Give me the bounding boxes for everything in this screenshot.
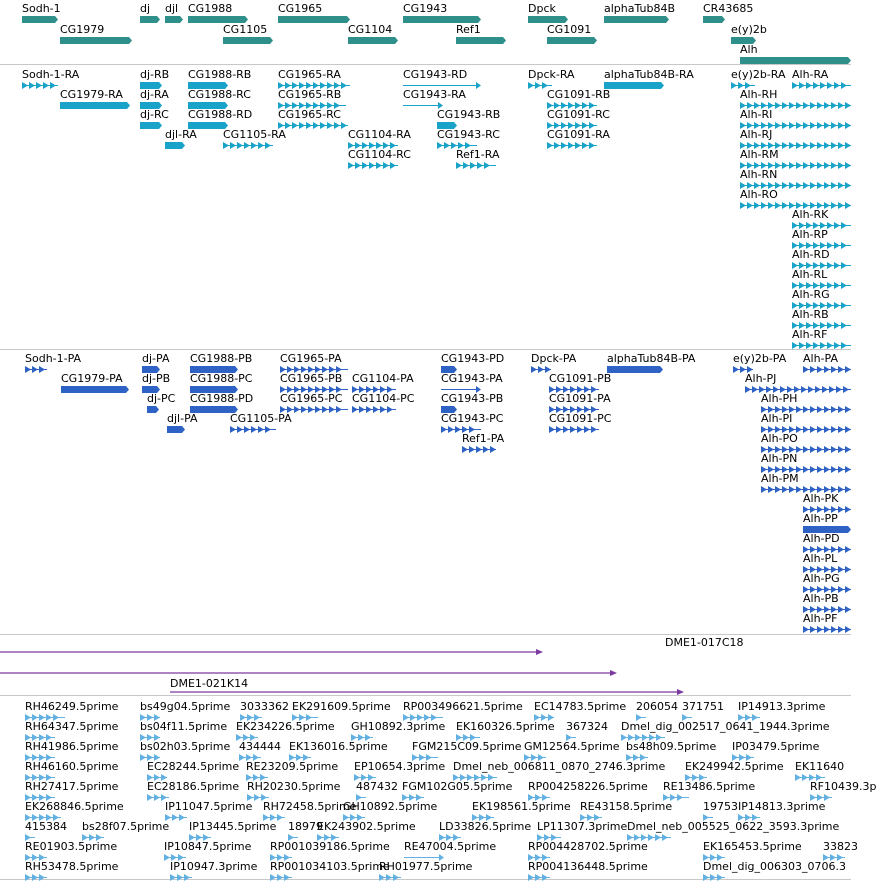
- feature-glyph[interactable]: [348, 162, 398, 170]
- feature-label: dj-PB: [142, 372, 171, 385]
- feature-label: Alh-PH: [761, 392, 798, 405]
- feature-label: EK243902.5prime: [317, 820, 416, 833]
- feature-label: CG1104-RC: [348, 148, 411, 161]
- feature-label: CG1965-RA: [278, 68, 341, 81]
- feature-label: Alh-RM: [740, 148, 779, 161]
- feature-label: RP004136448.5prime: [528, 860, 648, 873]
- feature-label: Alh-RD: [792, 248, 830, 261]
- feature-label: 18979: [288, 820, 323, 833]
- feature-label: CG1104-PC: [352, 392, 415, 405]
- feature-label: 367324: [566, 720, 608, 733]
- feature-label: GM12564.5prime: [524, 740, 620, 753]
- feature-label: djl-RA: [165, 128, 197, 141]
- feature-label: FGM102G05.5prime: [402, 780, 513, 793]
- feature-label: RH46249.5prime: [25, 700, 119, 713]
- feature-label: EK165453.5prime: [703, 840, 802, 853]
- feature-label: CG1979-PA: [61, 372, 123, 385]
- feature-label: Alh-PN: [761, 452, 798, 465]
- feature-glyph[interactable]: [22, 82, 58, 90]
- feature-label: CG1943-PC: [441, 412, 504, 425]
- feature-label: EK11640: [795, 760, 845, 773]
- feature-label: Sodh-1: [22, 2, 61, 15]
- feature-label: RP003496621.5prime: [403, 700, 523, 713]
- feature-label: LP11307.3prime: [537, 820, 628, 833]
- feature-glyph[interactable]: [703, 874, 725, 882]
- feature-label: FGM215C09.5prime: [412, 740, 522, 753]
- feature-label: RH01977.5prime: [379, 860, 473, 873]
- feature-label: Alh-RL: [792, 268, 828, 281]
- feature-label: EK291609.5prime: [292, 700, 391, 713]
- feature-label: Alh-PP: [803, 512, 838, 525]
- feature-label: djl-PA: [167, 412, 198, 425]
- feature-label: RH41986.5prime: [25, 740, 119, 753]
- feature-label: EC14783.5prime: [534, 700, 627, 713]
- feature-label: IP13445.5prime: [189, 820, 277, 833]
- feature-label: CG1091-PC: [549, 412, 612, 425]
- feature-label: EK198561.5prime: [472, 800, 571, 813]
- feature-glyph[interactable]: [803, 366, 851, 374]
- feature-label: CG1105-PA: [230, 412, 292, 425]
- feature-label: Alh-PJ: [745, 372, 777, 385]
- feature-label: Alh-PB: [803, 592, 839, 605]
- feature-label: CG1104-RA: [348, 128, 411, 141]
- feature-label: RP004258226.5prime: [528, 780, 648, 793]
- feature-label: RE23209.5prime: [246, 760, 339, 773]
- feature-label: RH20230.5prime: [247, 780, 341, 793]
- feature-label: CG1943-PA: [441, 372, 503, 385]
- feature-label: bs48h09.5prime: [626, 740, 717, 753]
- clone-label-dme1-021k14[interactable]: DME1-021K14: [170, 677, 249, 690]
- feature-glyph[interactable]: [223, 142, 273, 150]
- feature-label: IP11047.5prime: [165, 800, 253, 813]
- feature-label: IP14813.3prime: [738, 800, 826, 813]
- feature-glyph[interactable]: [278, 122, 348, 130]
- feature-label: IP14913.3prime: [738, 700, 826, 713]
- feature-label: RE13486.5prime: [663, 780, 756, 793]
- feature-label: EK268846.5prime: [25, 800, 124, 813]
- feature-label: CG1943-RD: [403, 68, 468, 81]
- feature-label: CG1105: [223, 23, 268, 36]
- feature-glyph[interactable]: [456, 162, 496, 170]
- feature-label: Alh-RJ: [740, 128, 773, 141]
- feature-label: CG1091-PA: [549, 392, 611, 405]
- feature-label: dj-PC: [147, 392, 176, 405]
- feature-label: RH27417.5prime: [25, 780, 119, 793]
- feature-label: Ref1: [456, 23, 481, 36]
- feature-label: dj-RA: [140, 88, 169, 101]
- feature-label: CG1979-RA: [60, 88, 123, 101]
- feature-label: 33823: [823, 840, 858, 853]
- feature-label: alphaTub84B-PA: [607, 352, 696, 365]
- feature-glyph[interactable]: [549, 426, 599, 434]
- feature-label: Alh-PK: [803, 492, 839, 505]
- feature-label: Dmel_neb_006811_0870_2746.3prime: [453, 760, 666, 773]
- feature-label: 371751: [682, 700, 724, 713]
- feature-glyph[interactable]: [278, 16, 350, 24]
- feature-label: alphaTub84B: [604, 2, 676, 15]
- feature-glyph[interactable]: [22, 16, 58, 24]
- feature-label: CG1943-PD: [441, 352, 505, 365]
- feature-label: bs04f11.5prime: [140, 720, 228, 733]
- feature-label: CG1091-RA: [547, 128, 610, 141]
- feature-label: EC28186.5prime: [147, 780, 240, 793]
- clone-glyph[interactable]: [0, 669, 618, 677]
- feature-glyph[interactable]: [25, 874, 47, 882]
- feature-label: Alh-PO: [761, 432, 798, 445]
- feature-glyph[interactable]: [165, 142, 185, 150]
- feature-label: EK249942.5prime: [685, 760, 784, 773]
- feature-label: 434444: [239, 740, 281, 753]
- feature-label: CG1943-RB: [437, 108, 501, 121]
- feature-glyph[interactable]: [140, 122, 162, 130]
- feature-label: Alh-PM: [761, 472, 799, 485]
- feature-label: CG1091-RC: [547, 108, 610, 121]
- feature-label: CG1965-RB: [278, 88, 342, 101]
- feature-label: RP001039186.5prime: [270, 840, 390, 853]
- feature-label: RP001034103.5prime: [270, 860, 390, 873]
- feature-glyph[interactable]: [25, 366, 47, 374]
- feature-label: CG1965-PB: [280, 372, 343, 385]
- feature-glyph[interactable]: [147, 406, 159, 414]
- feature-label: CG1104-PA: [352, 372, 414, 385]
- feature-glyph[interactable]: [140, 16, 160, 24]
- feature-label: EP10654.3prime: [354, 760, 446, 773]
- feature-label: CG1091-PB: [549, 372, 612, 385]
- feature-label: Dpck-PA: [531, 352, 577, 365]
- feature-label: Dpck: [528, 2, 556, 15]
- feature-label: dj-PA: [142, 352, 170, 365]
- feature-glyph[interactable]: [607, 366, 663, 374]
- feature-label: dj-RB: [140, 68, 170, 81]
- track-separator: [0, 349, 851, 350]
- feature-glyph[interactable]: [547, 142, 597, 150]
- feature-glyph[interactable]: [456, 37, 506, 45]
- feature-label: CG1988-PD: [190, 392, 254, 405]
- feature-label: IP03479.5prime: [732, 740, 820, 753]
- feature-label: Sodh-1-PA: [25, 352, 82, 365]
- feature-glyph[interactable]: [61, 386, 129, 394]
- feature-glyph[interactable]: [170, 874, 192, 882]
- feature-label: Alh-RN: [740, 168, 778, 181]
- feature-label: Alh: [740, 43, 758, 56]
- feature-label: GH10892.3prime: [351, 720, 446, 733]
- feature-label: IP10947.3prime: [170, 860, 258, 873]
- feature-label: dj-RC: [140, 108, 169, 121]
- feature-label: bs02h03.5prime: [140, 740, 231, 753]
- feature-label: CG1104: [348, 23, 393, 36]
- feature-label: CG1988-RD: [188, 108, 253, 121]
- feature-glyph[interactable]: [803, 626, 851, 634]
- feature-glyph[interactable]: [379, 874, 401, 882]
- feature-label: Dmel_dig_006303_0706.3: [703, 860, 847, 873]
- feature-label: 487432: [356, 780, 398, 793]
- feature-label: CG1091: [547, 23, 592, 36]
- feature-label: Alh-RH: [740, 88, 778, 101]
- feature-label: bs49g04.5prime: [140, 700, 231, 713]
- feature-label: Alh-RG: [792, 288, 830, 301]
- feature-glyph[interactable]: [352, 406, 396, 414]
- feature-glyph[interactable]: [167, 426, 185, 434]
- feature-label: CG1965-PC: [280, 392, 343, 405]
- feature-glyph[interactable]: [230, 426, 276, 434]
- feature-label: EC28244.5prime: [147, 760, 240, 773]
- feature-glyph[interactable]: [60, 37, 132, 45]
- feature-label: Dmel_neb_005525_0622_3593.3prime: [627, 820, 840, 833]
- feature-label: Alh-PF: [803, 612, 838, 625]
- feature-glyph[interactable]: [270, 874, 292, 882]
- feature-label: CG1979: [60, 23, 105, 36]
- feature-label: Alh-RB: [792, 308, 829, 321]
- feature-label: 3033362: [240, 700, 289, 713]
- feature-label: RH64347.5prime: [25, 720, 119, 733]
- feature-label: 415384: [25, 820, 67, 833]
- feature-label: Alh-PD: [803, 532, 840, 545]
- feature-label: RH72458.5prime: [263, 800, 357, 813]
- feature-glyph[interactable]: [348, 37, 398, 45]
- feature-label: RE43158.5prime: [580, 800, 673, 813]
- feature-label: CG1988-PB: [190, 352, 253, 365]
- feature-label: EK136016.5prime: [289, 740, 388, 753]
- feature-label: CG1943-RA: [403, 88, 466, 101]
- feature-label: CG1965: [278, 2, 323, 15]
- feature-label: CR43685: [703, 2, 754, 15]
- feature-glyph[interactable]: [165, 16, 183, 24]
- feature-label: Alh-RP: [792, 228, 828, 241]
- feature-glyph[interactable]: [547, 37, 597, 45]
- feature-label: e(y)2b: [731, 23, 767, 36]
- feature-label: Alh-RA: [792, 68, 829, 81]
- feature-label: RH46160.5prime: [25, 760, 119, 773]
- feature-glyph[interactable]: [740, 57, 851, 65]
- clone-glyph[interactable]: [0, 648, 544, 656]
- feature-label: CG1988: [188, 2, 233, 15]
- feature-glyph[interactable]: [792, 342, 851, 350]
- feature-label: Sodh-1-RA: [22, 68, 80, 81]
- feature-label: e(y)2b-RA: [731, 68, 786, 81]
- track-separator: [0, 634, 851, 635]
- feature-label: Alh-PG: [803, 572, 840, 585]
- feature-glyph[interactable]: [703, 16, 725, 24]
- feature-label: IP10847.5prime: [164, 840, 252, 853]
- feature-glyph[interactable]: [604, 82, 664, 90]
- feature-label: EK234226.5prime: [236, 720, 335, 733]
- feature-label: LD33826.5prime: [439, 820, 532, 833]
- feature-label: CG1965-PA: [280, 352, 342, 365]
- feature-glyph[interactable]: [462, 446, 496, 454]
- feature-glyph[interactable]: [604, 16, 669, 24]
- feature-label: RH53478.5prime: [25, 860, 119, 873]
- feature-glyph[interactable]: [531, 366, 551, 374]
- feature-label: djl: [165, 2, 179, 15]
- feature-label: Dmel_dig_002517_0641_1944.3prime: [621, 720, 830, 733]
- feature-label: CG1988-RC: [188, 88, 251, 101]
- feature-label: bs28f07.5prime: [82, 820, 170, 833]
- feature-label: CG1091-RB: [547, 88, 611, 101]
- feature-label: Alh-PI: [761, 412, 793, 425]
- clone-label-dme1-017c18[interactable]: DME1-017C18: [665, 636, 744, 649]
- feature-label: Ref1-RA: [456, 148, 500, 161]
- feature-label: EK160326.5prime: [456, 720, 555, 733]
- feature-glyph[interactable]: [792, 82, 851, 90]
- feature-label: CG1943-PB: [441, 392, 504, 405]
- feature-label: 19753: [703, 800, 738, 813]
- feature-label: 206054: [636, 700, 678, 713]
- feature-label: Ref1-PA: [462, 432, 505, 445]
- feature-label: dj: [140, 2, 151, 15]
- feature-label: GH10892.5prime: [343, 800, 438, 813]
- feature-glyph[interactable]: [223, 37, 273, 45]
- feature-label: Alh-RO: [740, 188, 778, 201]
- feature-label: alphaTub84B-RA: [604, 68, 694, 81]
- feature-label: CG1105-RA: [223, 128, 286, 141]
- feature-label: RP004428702.5prime: [528, 840, 648, 853]
- feature-label: CG1965-RC: [278, 108, 341, 121]
- feature-label: RE01903.5prime: [25, 840, 118, 853]
- feature-label: e(y)2b-PA: [733, 352, 787, 365]
- feature-label: Alh-RI: [740, 108, 773, 121]
- feature-label: CG1943: [403, 2, 448, 15]
- feature-label: CG1988-RB: [188, 68, 252, 81]
- feature-label: Alh-PA: [803, 352, 838, 365]
- feature-glyph[interactable]: [60, 102, 130, 110]
- track-separator: [0, 64, 851, 65]
- feature-label: Alh-RF: [792, 328, 828, 341]
- feature-label: RE47004.5prime: [404, 840, 497, 853]
- feature-glyph[interactable]: [528, 874, 550, 882]
- feature-label: CG1988-PC: [190, 372, 253, 385]
- feature-label: Alh-RK: [792, 208, 829, 221]
- feature-label: Dpck-RA: [528, 68, 575, 81]
- feature-label: RF10439.3p: [810, 780, 876, 793]
- feature-label: CG1943-RC: [437, 128, 500, 141]
- feature-label: Alh-PL: [803, 552, 838, 565]
